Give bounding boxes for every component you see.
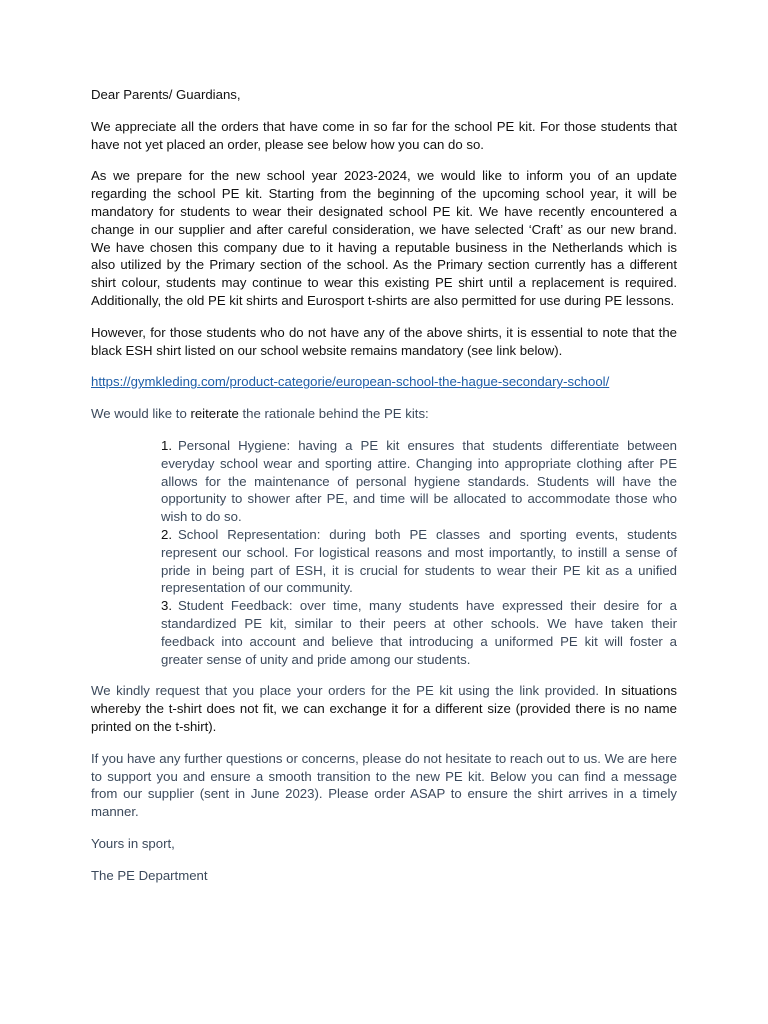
request-exchange-text: In situations whereby the t-shirt does not fit, we can exchange it for a different size (provided there is no name printed on the t-shirt). [91,683,678,734]
paragraph-mandatory-shirt: However, for those students who do not have any of the above shirts, it is essential to note that the black ESH shirt listed on our school website remains mandatory (see link below). [91,324,677,358]
paragraph-questions: If you have any further questions or concerns, please do not hesitate to reach out to us. We are here to support you and ensure a smooth transition to the new PE kit. Below you can find a message from our supplier (sent in June 2023). Please order ASAP to ensure the shirt arrives in a timely manner. [91,750,677,820]
paragraph-request [91,682,677,735]
list-number: 3. [161,598,172,614]
signoff: Yours in sport, [91,835,175,851]
list-text: School Representation: during both PE classes and sporting events, students represent our school. For logistical reasons and most importantly, to instill a sense of pride in being part of ESH, it is crucial for students to wear their PE kit as a unified representation of our community. [161,526,677,596]
list-number: 2. [161,526,172,542]
list-text: Student Feedback: over time, many students have expressed their desire for a standardized PE kit, similar to their peers at other schools. We have taken their feedback into account and believe that introducing a uniformed PE kit will foster a greater sense of unity and pride among our students. [161,598,677,667]
rationale-list [91,437,677,668]
list-number: 1. [161,437,172,453]
link-paragraph [91,373,677,391]
rationale-prefix: We would like to [91,406,191,422]
signature: The PE Department [91,867,208,883]
rationale-suffix: the rationale behind the PE kits: [238,406,429,422]
list-item [161,526,677,597]
greeting: Dear Parents/ Guardians, [91,87,241,102]
paragraph-orders: We appreciate all the orders that have come in so far for the school PE kit. For those students that have not yet placed an order, please see below how you can do so. [91,118,677,152]
list-item [161,597,677,668]
shop-link[interactable]: https://gymkleding.com/product-categorie/european-school-the-hague-secondary-school/ [91,374,610,390]
rationale-intro [91,405,677,423]
request-text: We kindly request that you place your orders for the PE kit using the link provided. [91,683,605,699]
paragraph-update: As we prepare for the new school year 2023-2024, we would like to inform you of an update regarding the school PE kit. Starting from the beginning of the upcoming school year, it will be mandatory for students to wear their designated school PE kit. We have recently encountered a change in our supplier and after careful consideration, we have selected ‘Craft’ as our new brand. We have chosen this company due to it having a reputable business in the Netherlands which is also utilized by the Primary section of the school. As the Primary section currently has a different shirt colour, students may continue to wear this existing PE shirt until a replacement is required. Additionally, the old PE kit shirts and Eurosport t-shirts are also permitted for use during PE lessons. [91,168,677,308]
rationale-word: reiterate [190,406,239,422]
letter [91,86,677,898]
list-text: Personal Hygiene: having a PE kit ensures that students differentiate between everyday school wear and sporting attire. Changing into appropriate clothing after PE allows for the maintenance of personal hygiene standards. Students will have the opportunity to shower after PE, and time will be allocated to accommodate those who wish to do so. [161,437,677,525]
list-item [161,437,677,526]
